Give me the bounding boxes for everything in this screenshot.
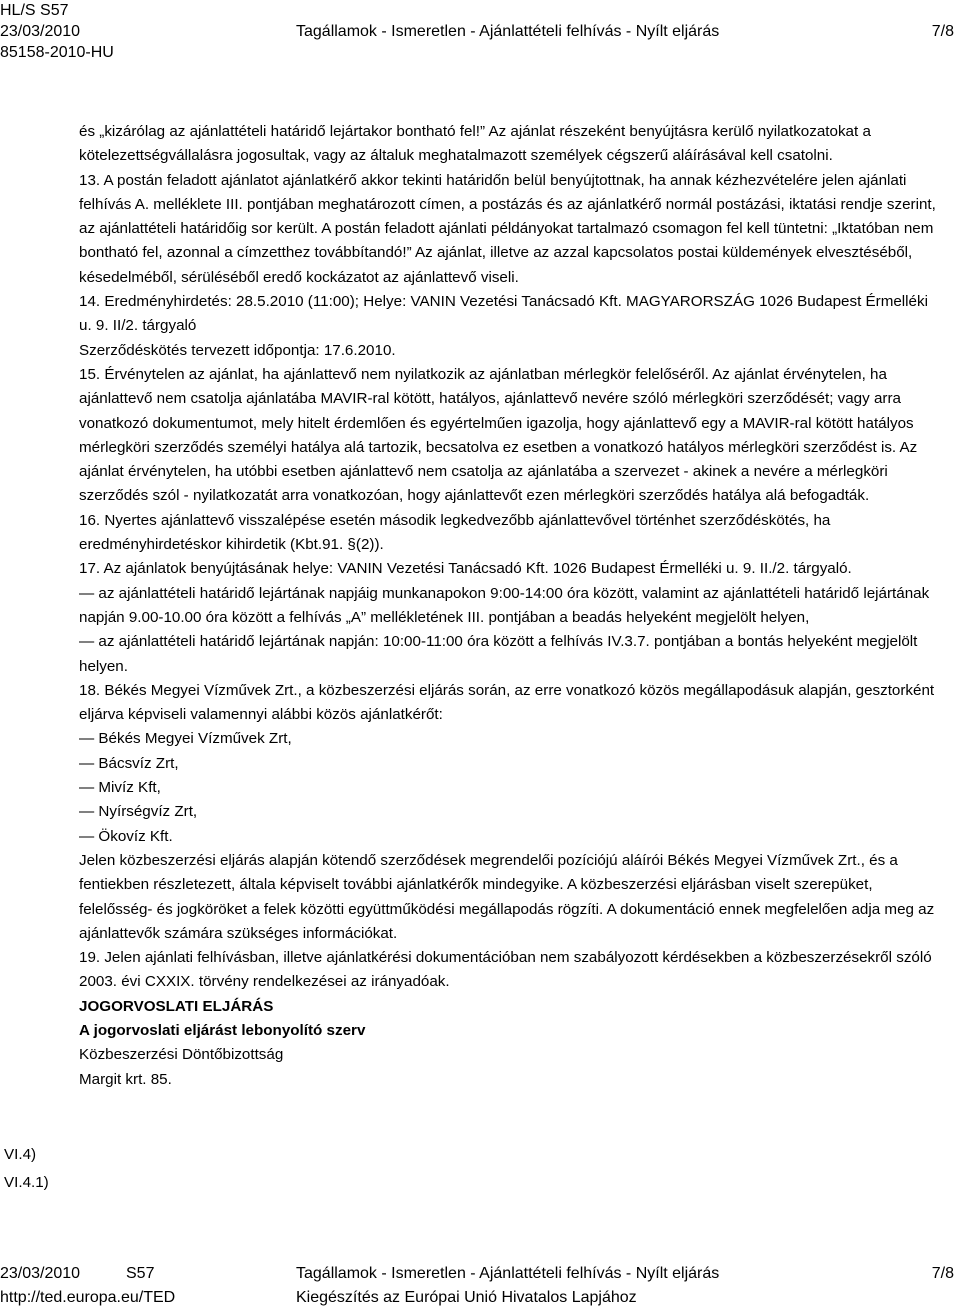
paragraph: Szerződéskötés tervezett időpontja: 17.6.2010. [79, 341, 396, 359]
footer-page-number: 7/8 [931, 1265, 954, 1282]
header-page-number: 7/8 [931, 23, 954, 40]
list-item: — Békés Megyei Vízművek Zrt, [79, 730, 292, 748]
header-notice-id: 85158-2010-HU [0, 44, 114, 61]
paragraph: 13. A postán feladott ajánlatot ajánlatkérő akkor tekinti határidőn belül benyújtottnak, ha annak kézhezvételére jelen ajánlati felhívás A. melléklete III. pontjában meghatározott címen, a postázás és az ajánlatkérő normál postázási, iktatási rendje szerint, az ajánlattételi határidőig sor került. A postán feladott ajánlati példányokat tartalmazó csomagon fel kell tüntetni: „Iktatóban nem bontható fel, azonnal a címzetthez továbbítandó!” Az ajánlat, illetve az azzal kapcsolatos postai küldemények elvesztéséből, késedelméből, sérüléséből eredő kockázatot az ajánlattevő viseli. [79, 171, 936, 286]
paragraph: 14. Eredményhirdetés: 28.5.2010 (11:00); Helye: VANIN Vezetési Tanácsadó Kft. MAGYARORSZÁG 1026 Budapest Érmelléki u. 9. II/2. tárgyaló [79, 293, 928, 335]
footer-date: 23/03/2010 [0, 1265, 81, 1282]
header-journal: HL/S S57 [0, 2, 69, 19]
paragraph: 15. Érvénytelen az ajánlat, ha ajánlattevő nem nyilatkozik az ajánlatban mérlegkör felelőséről. Az ajánlat érvénytelen, ha ajánlattevő nem csatolja ajánlatába MAVIR-ral kötött, hatályos, ajánlattevő nevére szóló mérlegköri szerződését; vagy arra vonatkozó dokumentumot, mely hitelt érdemlően és egyértelműen igazolja, hogy ajánlattevő egy a MAVIR-ral kötött hatályos mérlegköri szerződés személyi hatálya alá tartozik, becsatolva ez esetben a vonatkozó hatályos mérlegköri szerződést is. Az ajánlat érvénytelen, ha utóbbi esetben ajánlattevő nem csatolja az ajánlatába a szervezet - akinek a nevére a mérlegköri szerződés szól - nyilatkozatát arra vonatkozóan, hogy ajánlattevőt ezen mérlegköri szerződés hatálya alá befogadták. [79, 365, 918, 505]
paragraph: 18. Békés Megyei Vízművek Zrt., a közbeszerzési eljárás során, az erre vonatkozó közös megállapodásuk alapján, gesztorként eljárva képviseli valamennyi alábbi közös ajánlatkérőt: [79, 681, 935, 724]
paragraph: — az ajánlattételi határidő lejártának napjáig munkanapokon 9:00-14:00 óra között, valamint az ajánlattételi határidő lejártának napján 9.00-10.00 óra között a felhívás „A” mellékletének III. pontjában a beadás helyeként megjelölt helyen, [79, 584, 930, 626]
review-body-name: Közbeszerzési Döntőbizottság [79, 1046, 284, 1064]
list-item: — Bácsvíz Zrt, [79, 754, 179, 772]
footer-series: S57 [126, 1265, 155, 1282]
paragraph: Jelen közbeszerzési eljárás alapján kötendő szerződések megrendelői pozíciójú aláírói Békés Megyei Vízművek Zrt., és a fentiekben részletezett, általa képviselt további ajánlatkérők mindegyike. A közbeszerzési eljárásban viselt szerepüket, felelősség- és jogköröket a felek közötti együttműködési megállapodás rögzíti. A dokumentáció ennek megfelelően adja meg az ajánlattevők számára szükséges információkat. [79, 851, 935, 942]
header-date: 23/03/2010 [0, 23, 81, 40]
list-item: — Ökovíz Kft. [79, 827, 173, 845]
notice-body [79, 120, 941, 1092]
paragraph: 17. Az ajánlatok benyújtásának helye: VANIN Vezetési Tanácsadó Kft. 1026 Budapest Érmelléki u. 9. II./2. tárgyaló. [79, 560, 852, 578]
footer-subtitle: Kiegészítés az Európai Unió Hivatalos Lapjához [296, 1289, 637, 1306]
list-item: — Mivíz Kft, [79, 779, 161, 797]
section-number-vi4: VI.4) [4, 1146, 37, 1163]
section-title-vi41: A jogorvoslati eljárást lebonyolító szerv [79, 1021, 366, 1039]
section-title-vi4: JOGORVOSLATI ELJÁRÁS [79, 997, 274, 1015]
list-item: — Nyírségvíz Zrt, [79, 803, 198, 821]
paragraph: és „kizárólag az ajánlattételi határidő lejártakor bontható fel!” Az ajánlat részeként benyújtásra kerülő nyilatkozatokat a kötelezettségvállalásra jogosultak, vagy az általuk meghatalmazott személyek cégszerű aláírásával kell csatolni. [79, 123, 871, 165]
review-body-address: Margit krt. 85. [79, 1070, 172, 1088]
footer-url[interactable]: http://ted.europa.eu/TED [0, 1289, 176, 1306]
paragraph: 19. Jelen ajánlati felhívásban, illetve ajánlatkérési dokumentációban nem szabályozott kérdésekben a közbeszerzésekről szóló 2003. évi CXXIX. törvény rendelkezései az irányadóak. [79, 949, 932, 991]
section-number-vi41: VI.4.1) [4, 1174, 49, 1191]
header-title: Tagállamok - Ismeretlen - Ajánlattételi felhívás - Nyílt eljárás [296, 23, 720, 40]
paragraph: 16. Nyertes ajánlattevő visszalépése esetén második legkedvezőbb ajánlattevővel történhet szerződéskötés, ha eredményhirdetéskor kihirdetik (Kbt.91. §(2)). [79, 511, 831, 554]
footer-title: Tagállamok - Ismeretlen - Ajánlattételi felhívás - Nyílt eljárás [296, 1265, 720, 1282]
paragraph: — az ajánlattételi határidő lejártának napján: 10:00-11:00 óra között a felhívás IV.3.7. pontjában a bontás helyeként megjelölt helyen. [79, 633, 918, 675]
